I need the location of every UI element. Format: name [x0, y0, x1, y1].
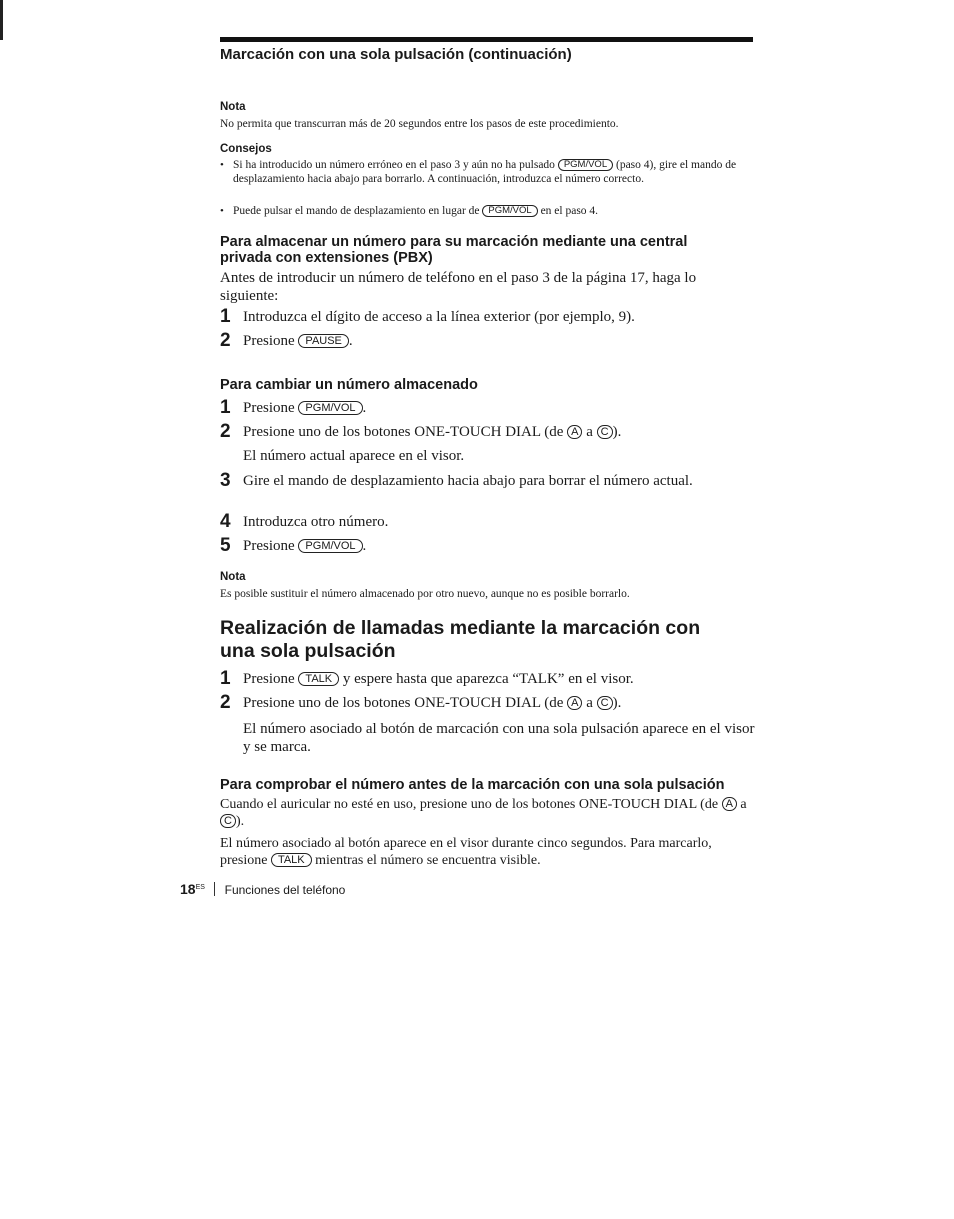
- page-number: 18: [180, 881, 196, 897]
- a-key: A: [567, 696, 582, 710]
- footer-section: Funciones del teléfono: [224, 883, 346, 897]
- check-paragraph-1: Cuando el auricular no esté en uso, presione uno de los botones ONE-TOUCH DIAL (de A a C ).: [220, 797, 747, 829]
- step-note: El número asociado al botón de marcación con una sola pulsación aparece en el visor y se marca.: [243, 721, 755, 755]
- talk-key: TALK: [271, 853, 312, 867]
- pause-key: PAUSE: [298, 334, 348, 348]
- pgm-vol-key: PGM/VOL: [298, 539, 362, 553]
- change-heading: Para cambiar un número almacenado: [220, 377, 478, 393]
- footer-divider: [214, 882, 215, 896]
- page-edge-mark: [0, 0, 3, 40]
- page-footer: [180, 881, 345, 897]
- c-key: C: [220, 814, 236, 828]
- consejos-label: Consejos: [220, 143, 272, 155]
- nota-label: Nota: [220, 101, 246, 113]
- talk-key: TALK: [298, 672, 339, 686]
- a-key: A: [722, 797, 737, 811]
- c-key: C: [597, 696, 613, 710]
- a-key: A: [567, 425, 582, 439]
- page-number-suffix: ES: [195, 884, 205, 891]
- c-key: C: [597, 425, 613, 439]
- nota-text: No permita que transcurran más de 20 segundos entre los pasos de este procedimiento.: [220, 118, 619, 130]
- pgm-vol-key: PGM/VOL: [482, 205, 537, 217]
- pgm-vol-key: PGM/VOL: [298, 401, 362, 415]
- section-title: Marcación con una sola pulsación (continuación): [220, 46, 572, 63]
- check-heading: Para comprobar el número antes de la marcación con una sola pulsación: [220, 777, 725, 793]
- step-note: El número actual aparece en el visor.: [243, 448, 465, 464]
- pbx-intro: Antes de introducir un número de teléfono en el paso 3 de la página 17, haga lo siguiente:: [220, 270, 697, 304]
- nota-text: Es posible sustituir el número almacenado por otro nuevo, aunque no es posible borrarlo.: [220, 588, 630, 600]
- check-paragraph-2: El número asociado al botón aparece en el visor durante cinco segundos. Para marcarlo, presione TALK mientras el número se encuentra visible.: [220, 836, 712, 868]
- top-rule: [220, 37, 753, 42]
- calls-heading: Realización de llamadas mediante la marcación con una sola pulsación: [220, 617, 701, 662]
- pgm-vol-key: PGM/VOL: [558, 159, 613, 171]
- pbx-heading: Para almacenar un número para su marcación mediante una central privada con extensiones (PBX): [220, 234, 688, 266]
- nota-label: Nota: [220, 571, 246, 583]
